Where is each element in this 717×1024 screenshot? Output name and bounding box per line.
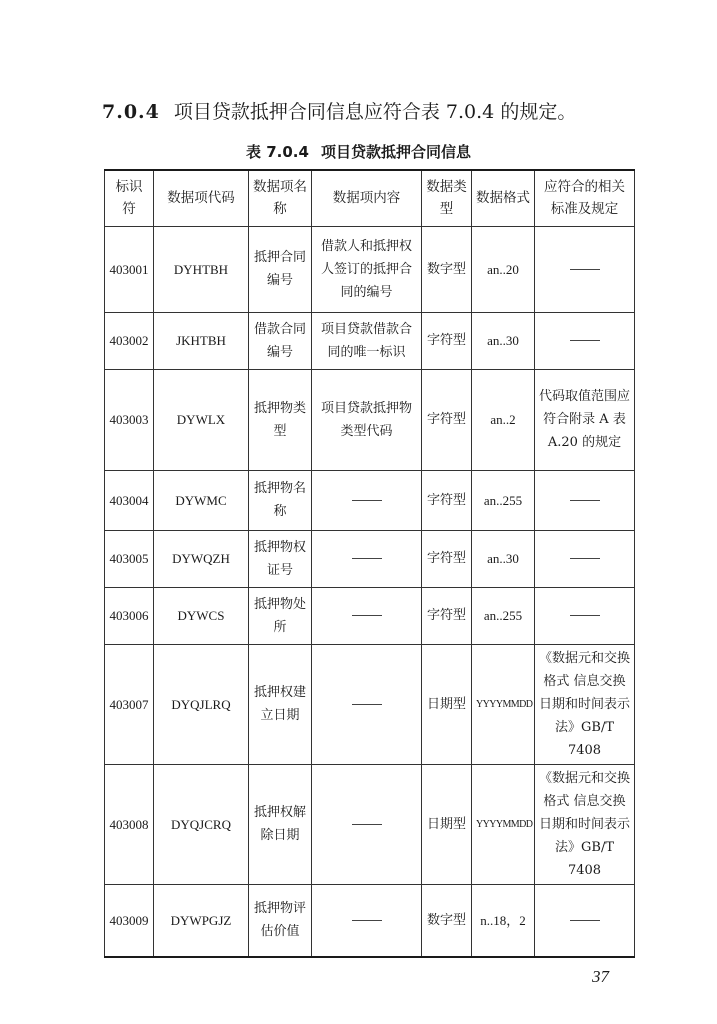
cell-content (312, 884, 422, 957)
table-row (105, 312, 635, 369)
cell-name: 抵押权解除日期 (249, 764, 312, 884)
cell-content (312, 530, 422, 587)
cell-code: DYQJLRQ (154, 644, 249, 764)
cell-std: 《数据元和交换格式 信息交换 日期和时间表示法》GB/T 7408 (535, 644, 635, 764)
table-row (105, 884, 635, 957)
header-type: 数据类型 (422, 170, 472, 226)
cell-std (535, 312, 635, 369)
cell-name: 抵押物权证号 (249, 530, 312, 587)
loan-mortgage-table (104, 169, 635, 958)
cell-name: 抵押物评估价值 (249, 884, 312, 957)
cell-id: 403002 (105, 312, 154, 369)
cell-format: n..18，2 (472, 884, 535, 957)
cell-content (312, 587, 422, 644)
header-content: 数据项内容 (312, 170, 422, 226)
cell-type: 字符型 (422, 587, 472, 644)
table-row (105, 764, 635, 884)
cell-id: 403007 (105, 644, 154, 764)
header-id: 标识符 (105, 170, 154, 226)
cell-content: 借款人和抵押权人签订的抵押合同的编号 (312, 226, 422, 312)
table-caption-title: 项目贷款抵押合同信息 (320, 143, 471, 161)
table-row (105, 530, 635, 587)
table-header-row (105, 170, 635, 226)
cell-name: 抵押物处所 (249, 587, 312, 644)
cell-code: DYQJCRQ (154, 764, 249, 884)
cell-content: 项目贷款借款合同的唯一标识 (312, 312, 422, 369)
cell-format: YYYYMMDD (472, 644, 535, 764)
cell-format: YYYYMMDD (472, 764, 535, 884)
cell-std: 代码取值范围应符合附录 A 表 A.20 的规定 (535, 369, 635, 470)
cell-name: 抵押物名称 (249, 470, 312, 530)
dash-mark (352, 920, 382, 921)
header-code: 数据项代码 (154, 170, 249, 226)
header-format: 数据格式 (472, 170, 535, 226)
cell-code: JKHTBH (154, 312, 249, 369)
cell-format: an..255 (472, 470, 535, 530)
cell-content: 项目贷款抵押物类型代码 (312, 369, 422, 470)
cell-code: DYWQZH (154, 530, 249, 587)
section-text: 项目贷款抵押合同信息应符合表 7.0.4 的规定。 (173, 101, 577, 123)
cell-std (535, 884, 635, 957)
cell-id: 403008 (105, 764, 154, 884)
dash-mark (570, 269, 600, 270)
cell-type: 字符型 (422, 530, 472, 587)
cell-type: 日期型 (422, 764, 472, 884)
header-name: 数据项名称 (249, 170, 312, 226)
cell-std (535, 226, 635, 312)
table-row (105, 587, 635, 644)
cell-type: 字符型 (422, 470, 472, 530)
cell-name: 抵押合同编号 (249, 226, 312, 312)
table-caption (0, 142, 717, 162)
cell-std (535, 587, 635, 644)
cell-id: 403004 (105, 470, 154, 530)
cell-format: an..30 (472, 312, 535, 369)
dash-mark (352, 824, 382, 825)
table-row (105, 644, 635, 764)
cell-format: an..20 (472, 226, 535, 312)
cell-content (312, 644, 422, 764)
cell-format: an..2 (472, 369, 535, 470)
cell-code: DYWCS (154, 587, 249, 644)
dash-mark (570, 340, 600, 341)
table-row (105, 226, 635, 312)
dash-mark (352, 558, 382, 559)
cell-type: 日期型 (422, 644, 472, 764)
cell-std (535, 530, 635, 587)
dash-mark (570, 920, 600, 921)
page-number: 37 (592, 967, 609, 986)
cell-code: DYHTBH (154, 226, 249, 312)
cell-format: an..255 (472, 587, 535, 644)
section-number: 7.0.4 (102, 101, 160, 123)
table-caption-number: 表 7.0.4 (246, 143, 309, 161)
cell-id: 403001 (105, 226, 154, 312)
cell-code: DYWPGJZ (154, 884, 249, 957)
cell-name: 抵押物类型 (249, 369, 312, 470)
cell-type: 数字型 (422, 884, 472, 957)
cell-type: 字符型 (422, 369, 472, 470)
dash-mark (570, 558, 600, 559)
section-heading (102, 100, 576, 124)
cell-id: 403009 (105, 884, 154, 957)
cell-content (312, 470, 422, 530)
header-std: 应符合的相关标准及规定 (535, 170, 635, 226)
dash-mark (352, 500, 382, 501)
cell-name: 借款合同编号 (249, 312, 312, 369)
cell-code: DYWMC (154, 470, 249, 530)
cell-id: 403006 (105, 587, 154, 644)
cell-std: 《数据元和交换格式 信息交换 日期和时间表示法》GB/T 7408 (535, 764, 635, 884)
cell-format: an..30 (472, 530, 535, 587)
cell-name: 抵押权建立日期 (249, 644, 312, 764)
cell-type: 数字型 (422, 226, 472, 312)
table-row (105, 470, 635, 530)
dash-mark (352, 704, 382, 705)
cell-content (312, 764, 422, 884)
cell-type: 字符型 (422, 312, 472, 369)
cell-std (535, 470, 635, 530)
table-row (105, 369, 635, 470)
dash-mark (570, 500, 600, 501)
cell-id: 403003 (105, 369, 154, 470)
dash-mark (352, 615, 382, 616)
cell-code: DYWLX (154, 369, 249, 470)
dash-mark (570, 615, 600, 616)
cell-id: 403005 (105, 530, 154, 587)
